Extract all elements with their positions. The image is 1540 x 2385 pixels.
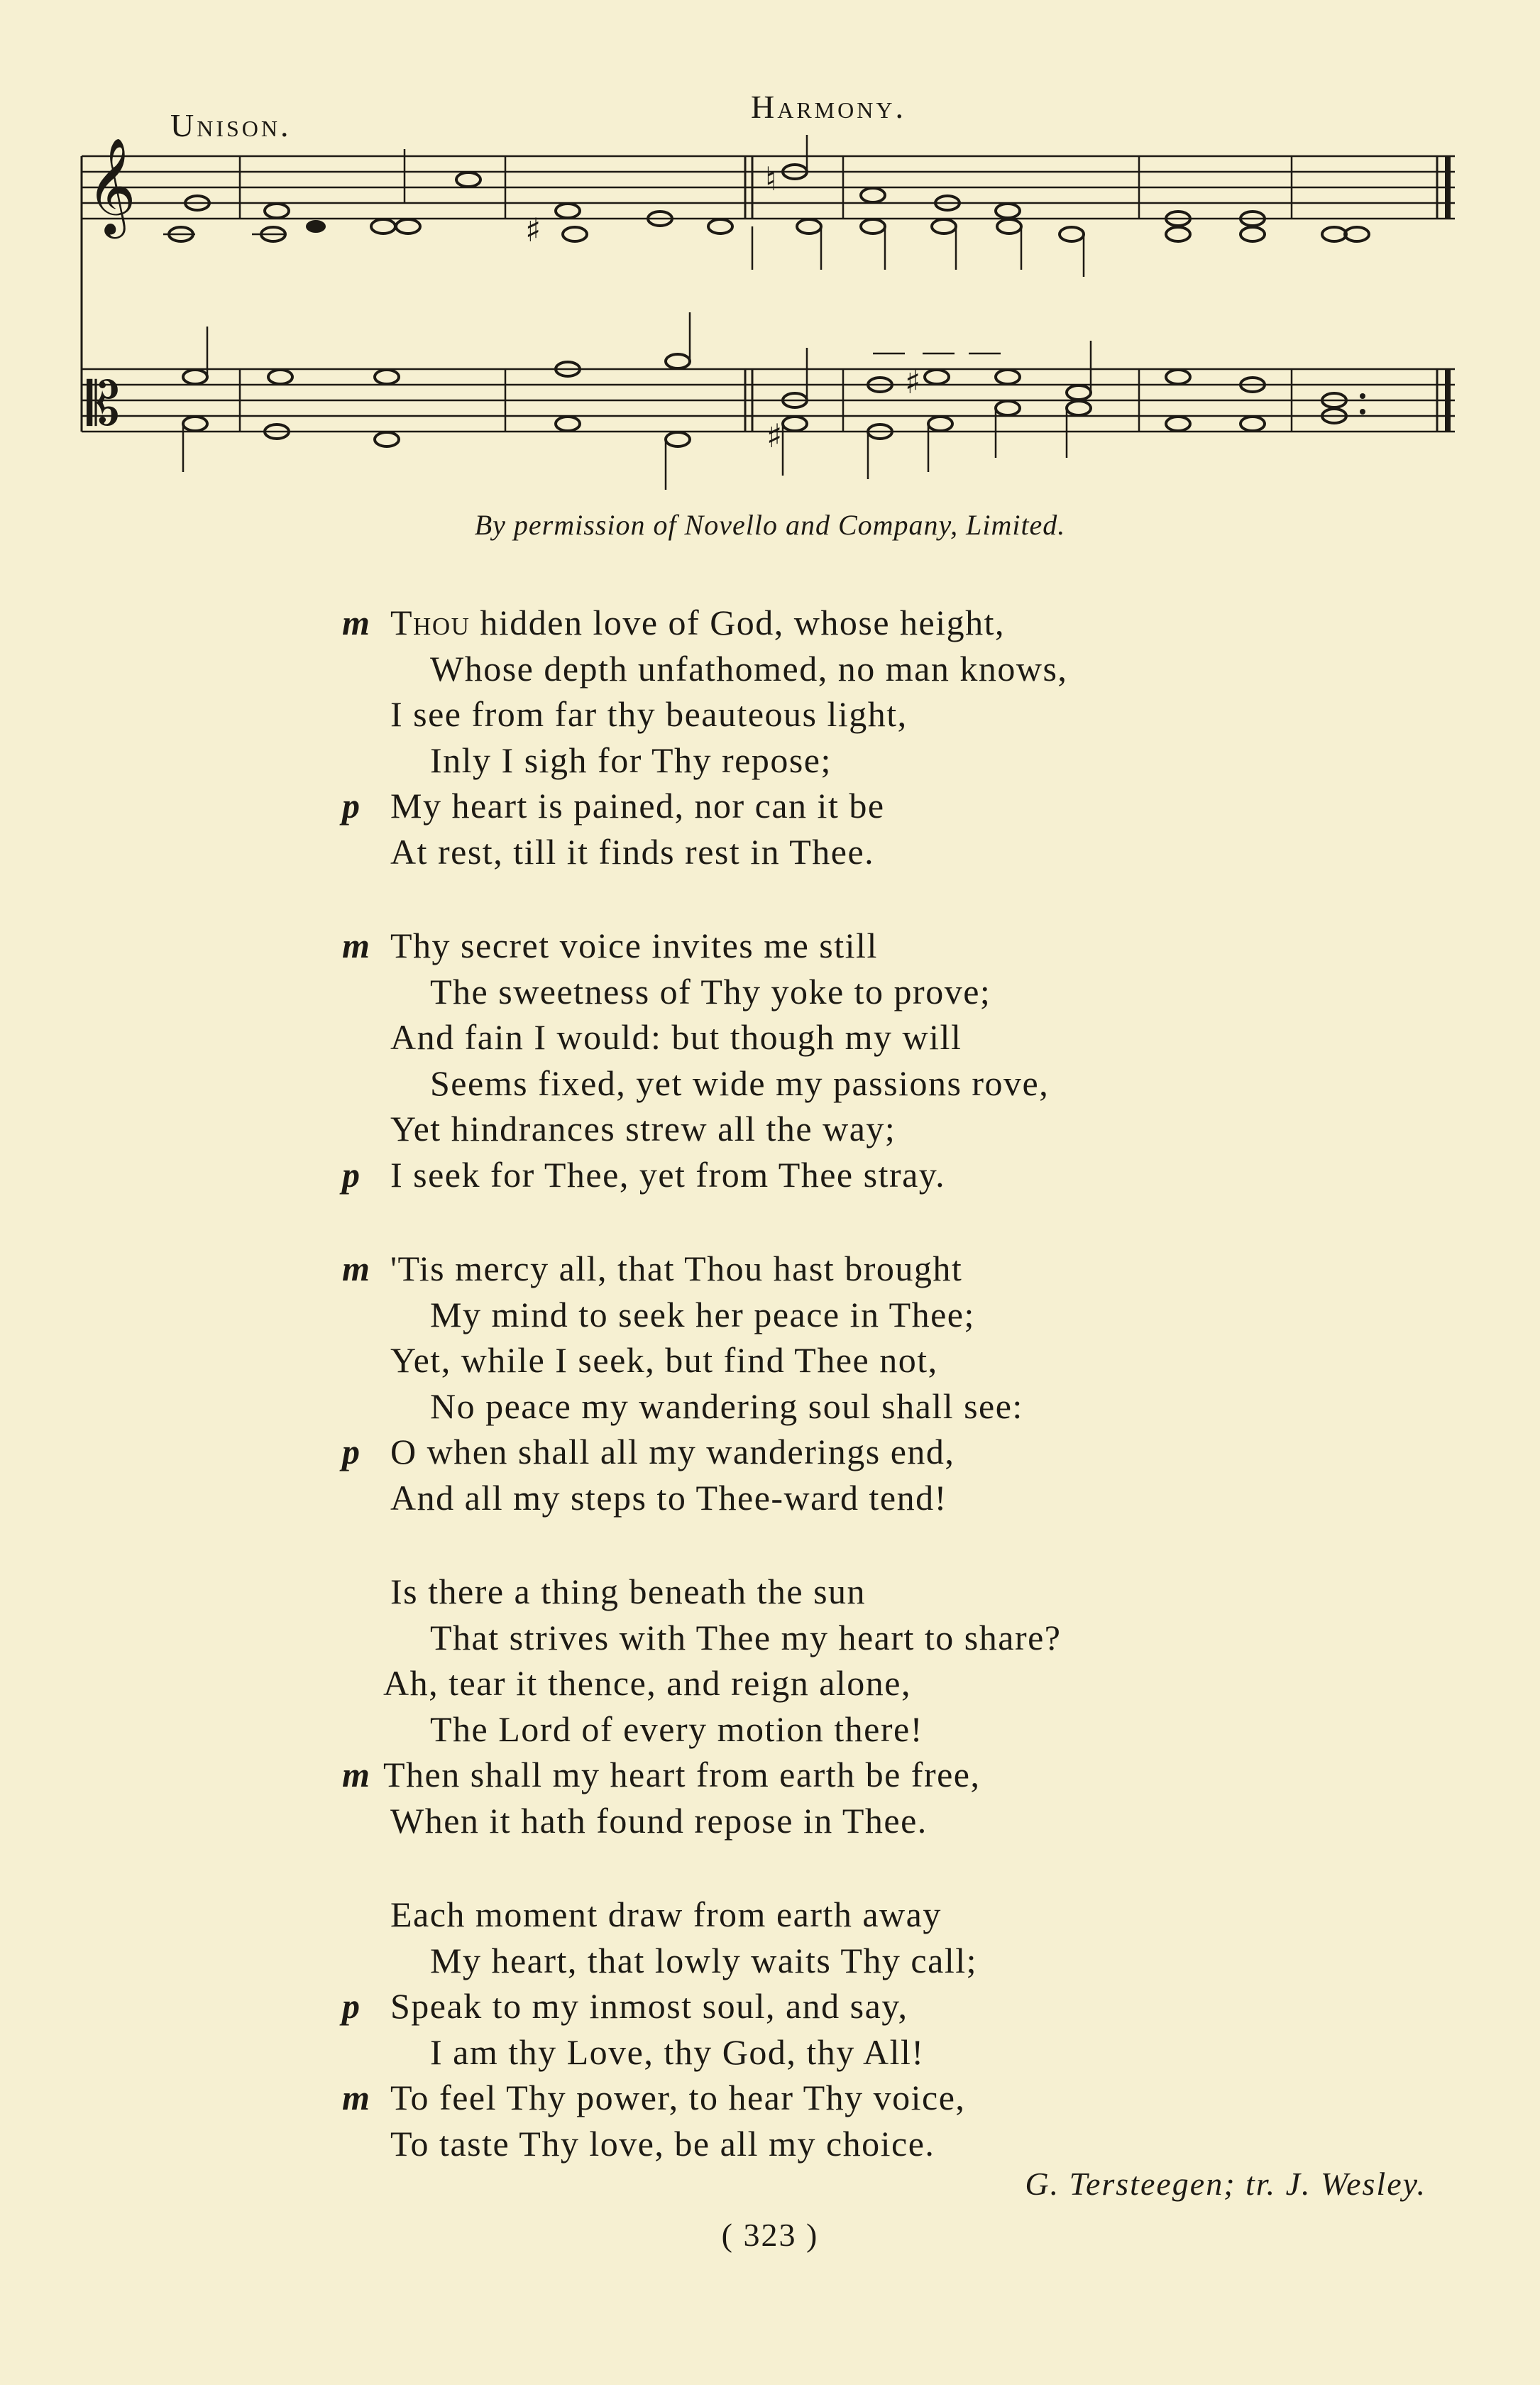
dynamic-mark: m [342,926,371,965]
verse-line [0,1706,1540,1753]
line-text: That strives with Thee my heart to share? [430,1617,1062,1657]
verse-line [0,1475,1540,1521]
line-text: My mind to seek her peace in Thee; [430,1294,975,1334]
line-text: To feel Thy power, to hear Thy voice, [390,2078,966,2117]
line-text: Yet hindrances strew all the way; [390,1109,896,1148]
verse-line [0,738,1540,784]
verse-line [0,1429,1540,1475]
verse-line [0,1798,1540,1844]
verse-line [0,1569,1540,1615]
verse-line [0,829,1540,875]
dynamic-mark: p [342,1986,361,2026]
svg-text:♯: ♯ [766,417,783,455]
verse-line [0,691,1540,738]
line-text: Each moment draw from earth away [390,1895,942,1934]
verse-line [0,1014,1540,1060]
line-text: I am thy Love, thy God, thy All! [430,2032,925,2072]
verse-line [0,1383,1540,1430]
dynamic-mark: p [342,1154,361,1195]
hymn-text [0,600,1540,2215]
line-text: My heart, that lowly waits Thy call; [430,1940,977,1980]
line-text: My heart is pained, nor can it be [390,786,885,826]
verse-line [0,1615,1540,1661]
line-text: Thy secret voice invites me still [390,926,878,965]
svg-text:♮: ♮ [765,160,777,198]
line-text: Inly I sigh for Thy repose; [430,740,832,780]
verse-line [0,646,1540,692]
verse-line [0,2029,1540,2076]
verse-line [0,1292,1540,1338]
line-text: Yet, while I seek, but find Thee not, [390,1340,938,1380]
line-text: Ah, tear it thence, and reign alone, [383,1663,911,1703]
drop-word: Thou [390,603,471,642]
author-credit: G. Tersteegen; tr. J. Wesley. [1025,2166,1426,2202]
verse-line [0,1938,1540,1984]
harmony-label: Harmony. [751,89,906,125]
dynamic-mark: m [342,603,371,642]
line-text: Seems fixed, yet wide my passions rove, [430,1063,1050,1103]
verse-line [0,1983,1540,2029]
verse-line [0,1752,1540,1798]
line-text: When it hath found repose in Thee. [390,1800,928,1841]
verse-line [0,923,1540,969]
music-score [71,135,1462,504]
line-text: hidden love of God, whose height, [470,603,1006,642]
line-text: 'Tis mercy all, that Thou hast brought [390,1249,963,1288]
stanza-1 [0,600,1540,874]
line-text: I see from far thy beauteous light, [390,694,908,734]
verse-line [0,1060,1540,1107]
line-text: Then shall my heart from earth be free, [383,1755,981,1794]
line-text: I seek for Thee, yet from Thee stray. [390,1154,946,1195]
line-text: And all my steps to Thee-ward tend! [390,1477,947,1518]
svg-text:𝄞: 𝄞 [87,136,136,234]
stanza-2 [0,923,1540,1197]
verse-line [0,2121,1540,2167]
svg-text:𝄡: 𝄡 [87,369,120,439]
verse-line [0,1152,1540,1198]
verse-line [0,1106,1540,1152]
verse-line [0,1660,1540,1706]
svg-text:♯: ♯ [905,363,921,401]
page-number: ( 323 ) [721,2217,819,2253]
dynamic-mark: m [342,1755,371,1794]
line-text: O when shall all my wanderings end, [390,1432,955,1471]
line-text: At rest, till it finds rest in Thee. [390,831,875,872]
line-text: Is there a thing beneath the sun [390,1572,867,1611]
line-text: No peace my wandering soul shall see: [430,1386,1023,1426]
verse-line [0,2075,1540,2121]
permission-note: By permission of Novello and Company, Limited. [474,509,1066,541]
verse-line [0,1246,1540,1292]
line-text: Whose depth unfathomed, no man knows, [430,648,1068,689]
verse-line [0,600,1540,646]
unison-label: Unison. [170,107,292,143]
line-text: Speak to my inmost soul, and say, [390,1986,908,2026]
line-text: The Lord of every motion there! [430,1709,923,1749]
stanza-4 [0,1569,1540,1843]
line-text: And fain I would: but though my will [390,1017,962,1057]
verse-line [0,1892,1540,1938]
verse-line [0,969,1540,1015]
dynamic-mark: p [342,1432,361,1471]
svg-text:♯: ♯ [525,211,541,249]
stanza-3 [0,1246,1540,1520]
line-text: The sweetness of Thy yoke to prove; [430,971,991,1011]
dynamic-mark: m [342,1249,371,1288]
dynamic-mark: p [342,786,361,826]
line-text: To taste Thy love, be all my choice. [390,2123,935,2164]
stanza-5 [0,1892,1540,2166]
dynamic-mark: m [342,2078,371,2117]
verse-line [0,783,1540,829]
verse-line [0,1337,1540,1383]
